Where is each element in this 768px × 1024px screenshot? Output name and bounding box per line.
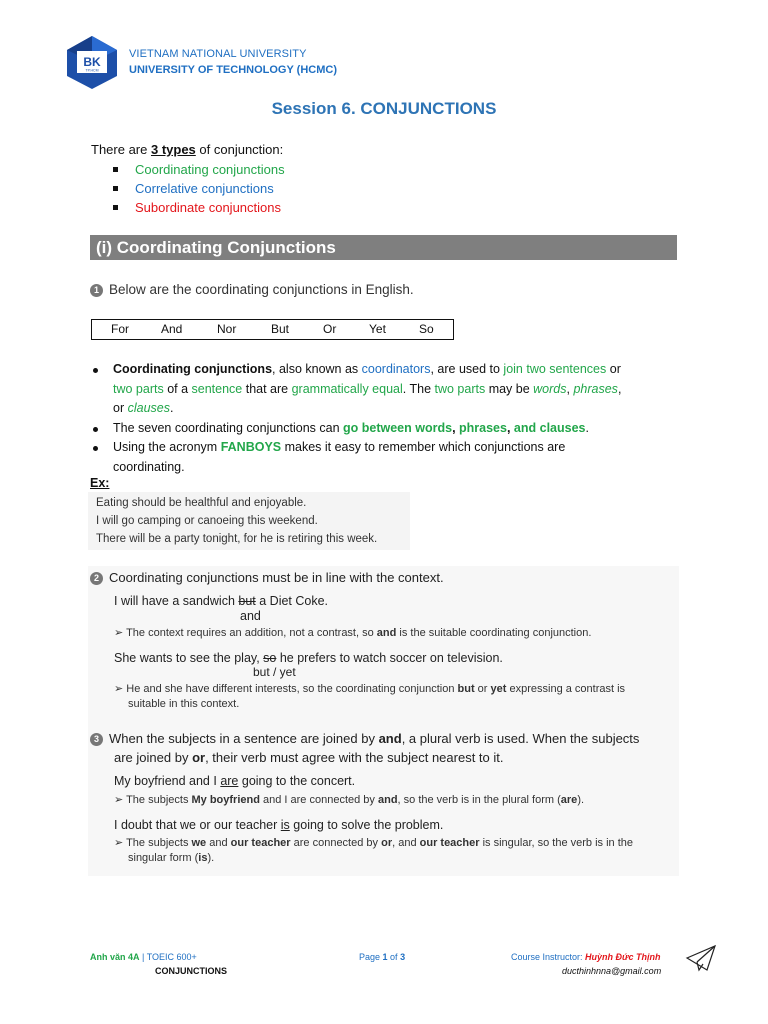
intro-text: There are 3 types of conjunction: <box>91 142 284 157</box>
footer-email: ducthinhnna@gmail.com <box>562 966 662 976</box>
point-3-heading: 3 When the subjects in a sentence are joined by and, a plural verb is used. When the subjects <box>90 731 639 746</box>
number-badge: 1 <box>90 284 103 297</box>
paper-plane-icon <box>685 944 717 972</box>
page-title: Session 6. CONJUNCTIONS <box>271 99 497 118</box>
section-banner: (i) Coordinating Conjunctions <box>90 235 677 260</box>
bullet-item: Using the acronym FANBOYS makes it easy to remember which conjunctions are coordinating. <box>92 438 682 477</box>
footer-topic: CONJUNCTIONS <box>155 966 228 976</box>
bullet-item: The seven coordinating conjunctions can go between words, phrases, and clauses. <box>92 419 682 439</box>
fanboys-box <box>91 319 454 340</box>
example-line: I will go camping or canoeing this weekend. <box>96 515 318 527</box>
example-line: Eating should be healthful and enjoyable. <box>96 497 307 509</box>
explanation-note: ➢ The subjects My boyfriend and I are connected by and, so the verb is in the plural form (are). <box>114 794 585 806</box>
page-number: Page 1 of 3 <box>359 952 406 962</box>
explanation-note: ➢ The subjects we and our teacher are connected by or, and our teacher is singular, so the verb is in the <box>114 837 634 849</box>
conjunction-yet: Yet <box>369 322 386 336</box>
example-label: Ex: <box>90 476 110 490</box>
university-logo <box>64 34 120 90</box>
point-1-heading: 1 Below are the coordinating conjunctions in English. <box>90 282 414 297</box>
point-2-heading: 2 Coordinating conjunctions must be in line with the context. <box>90 570 444 585</box>
conjunction-so: So <box>419 322 434 336</box>
conjunction-types-list <box>113 160 285 217</box>
conjunction-nor: Nor <box>217 322 237 336</box>
university-name-line2: UNIVERSITY OF TECHNOLOGY (HCMC) <box>129 64 337 76</box>
list-item: Coordinating conjunctions <box>113 160 285 179</box>
bullet-list <box>92 360 682 477</box>
conjunction-but: But <box>271 322 290 336</box>
example-sentence: I doubt that we or our teacher is going to solve the problem. <box>114 818 444 832</box>
conjunction-and: And <box>161 322 183 336</box>
conjunction-or: Or <box>323 322 337 336</box>
university-name-line1: VIETNAM NATIONAL UNIVERSITY <box>129 48 307 60</box>
correction-text: but / yet <box>253 665 296 679</box>
example-line: There will be a party tonight, for he is retiring this week. <box>96 533 378 545</box>
footer-instructor: Course Instructor: Huỳnh Đức Thịnh <box>511 952 661 962</box>
list-item: Subordinate conjunctions <box>113 198 285 217</box>
explanation-note-cont: suitable in this context. <box>128 698 240 710</box>
point-3-heading-cont: are joined by or, their verb must agree with the subject nearest to it. <box>114 750 504 765</box>
conjunction-for: For <box>111 322 129 336</box>
number-badge: 2 <box>90 572 103 585</box>
example-sentence: I will have a sandwich but a Diet Coke. <box>114 594 329 608</box>
logo-subtext: TP.HCM <box>85 68 99 73</box>
bullet-item: Coordinating conjunctions, also known as coordinators, are used to join two sentences or two parts of a sentence that are grammatically equal. The two parts may be words, phrases, or clauses. <box>92 360 682 419</box>
footer-course: Anh văn 4A | TOEIC 600+ <box>90 952 197 962</box>
number-badge: 3 <box>90 733 103 746</box>
explanation-note: ➢ He and she have different interests, so the coordinating conjunction but or yet expressing a contrast is <box>114 683 626 695</box>
example-sentence: She wants to see the play, so he prefers to watch soccer on television. <box>114 651 503 665</box>
example-sentence: My boyfriend and I are going to the concert. <box>114 774 356 788</box>
logo-text: BK <box>83 55 101 69</box>
correction-text: and <box>240 609 261 623</box>
explanation-note-cont: singular form (is). <box>128 852 215 864</box>
explanation-note: ➢ The context requires an addition, not a contrast, so and is the suitable coordinating conjunction. <box>114 627 592 639</box>
list-item: Correlative conjunctions <box>113 179 285 198</box>
